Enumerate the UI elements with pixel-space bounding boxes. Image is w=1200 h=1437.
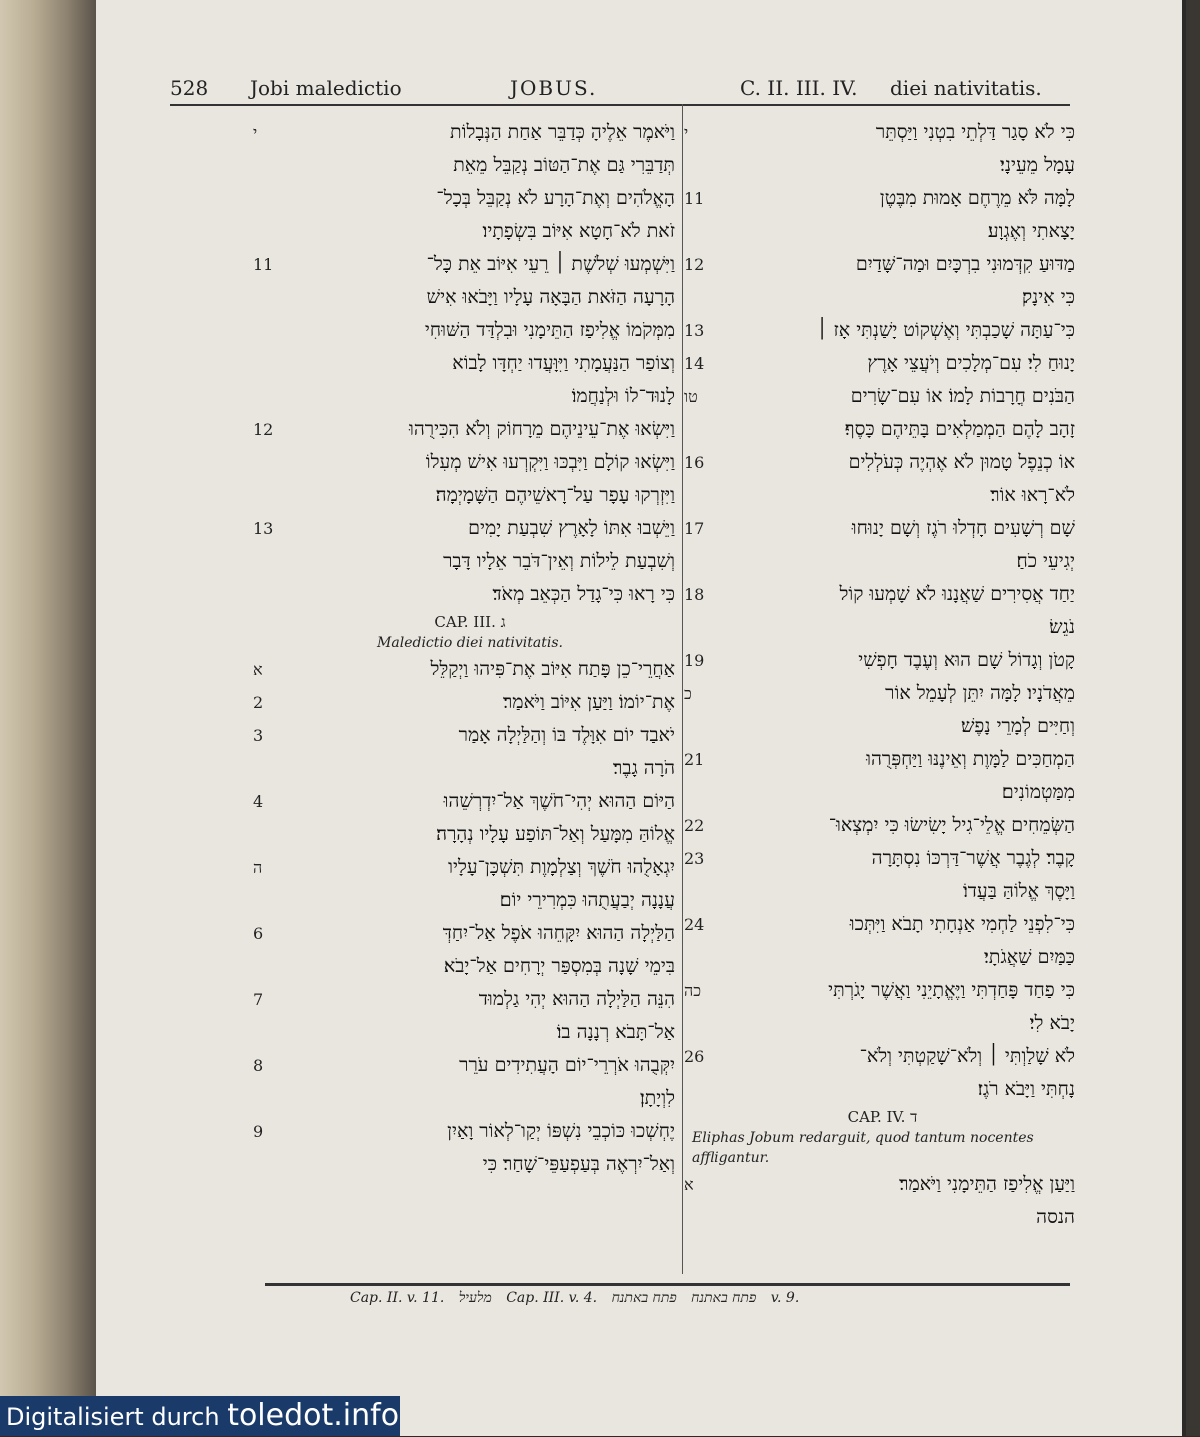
masoretic-footnotes <box>350 1290 890 1314</box>
verse-line <box>265 818 675 851</box>
verse-line <box>684 380 1075 413</box>
verse-line <box>253 248 675 281</box>
verse-text: יִגְאָלֻהוּ חֹשֶׁךְ וְצַלְמָוֶת תִּשְׁכָּן־עָלָיו <box>448 856 675 878</box>
verse-line <box>690 776 1075 809</box>
verse-text: עֲנָנָה יְבַעֲתֻהוּ כִּמְרִירֵי יוֹם׃ <box>499 889 675 911</box>
verse-text: כַּמַּיִם שַׁאֲגֹתָי׃ <box>983 946 1075 968</box>
footnote-ref-1: Cap. II. v. 11. <box>350 1290 445 1306</box>
verse-text: לֹא־רָאוּ אוֹר׃ <box>990 484 1075 506</box>
verse-text: הֹרָה גָבֶר׃ <box>613 757 675 779</box>
verse-text: וַיִּשְׁמְעוּ שְׁלֹשֶׁת ׀ רֵעֵי אִיּוֹב אֵת כָּל־ <box>426 253 675 275</box>
verse-line <box>684 677 1075 710</box>
verse-line <box>690 1073 1075 1106</box>
verse-number: 13 <box>253 519 274 538</box>
verse-text: יָבֹא לִי׃ <box>1029 1012 1075 1034</box>
verse-line <box>265 149 675 182</box>
footer-rule <box>265 1283 1070 1286</box>
verse-line <box>265 182 675 215</box>
verse-text: הַמְחַכִּים לַמָּוֶת וְאֵינֶנּוּ וַיַּחְפְּרֻהוּ <box>866 748 1075 770</box>
verse-line <box>690 545 1075 578</box>
verse-line <box>253 719 675 752</box>
verse-line <box>253 653 675 686</box>
header-rule <box>170 104 1070 106</box>
verse-line <box>265 578 675 611</box>
chapter-summary: Eliphas Jobum redarguit, quod tantum nocentes <box>692 1130 1034 1146</box>
footnote-ref-3: v. 9. <box>770 1290 800 1306</box>
verse-text: אַחֲרֵי־כֵן פָּתַח אִיּוֹב אֶת־פִּיהוּ וַיְקַלֵּל <box>430 658 675 680</box>
verse-line <box>265 752 675 785</box>
verse-text: הָרָעָה הַזֹּאת הַבָּאָה עָלָיו וַיָּבֹאוּ אִישׁ <box>426 286 675 308</box>
verse-text: אֶת־יוֹמוֹ׃ וַיַּעַן אִיּוֹב וַיֹּאמַר׃ <box>502 691 675 713</box>
verse-number: 19 <box>684 651 705 670</box>
verse-number: 12 <box>684 255 705 274</box>
verse-line <box>690 941 1075 974</box>
verse-text: נֹגֵשׂ׃ <box>1049 616 1075 638</box>
verse-text: וְאַל־יִרְאֶה בְּעַפְעַפֵּי־שָׁחַר׃ כִּי <box>482 1153 675 1175</box>
verse-number: 13 <box>684 321 705 340</box>
verse-line <box>265 215 675 248</box>
verse-line <box>265 884 675 917</box>
chapter-summary: Maledictio diei nativitatis. <box>377 635 563 651</box>
verse-text: אֱלוֹהַּ מִמָּעַל וְאַל־תּוֹפַע עָלָיו נְהָרָה׃ <box>436 823 675 845</box>
footnote-ref-2: Cap. III. v. 4. <box>506 1290 598 1306</box>
verse-line <box>684 248 1075 281</box>
verse-line <box>684 446 1075 479</box>
verse-line <box>684 1040 1075 1073</box>
verse-line <box>265 950 675 983</box>
verse-text: וַיַּעַן אֱלִיפַז הַתֵּימָנִי וַיֹּאמַר׃ <box>899 1173 1075 1195</box>
verse-text: כִּי פַחַד פָּחַדְתִּי וַיֶּאֱתָיֵנִי וַאֲשֶׁר יָגֹרְתִּי <box>828 979 1075 1001</box>
verse-line <box>684 512 1075 545</box>
verse-text: לֹא שָׁלַוְתִּי ׀ וְלֹא־שָׁקַטְתִּי וְלֹא־ <box>859 1045 1075 1067</box>
verse-line <box>684 314 1075 347</box>
verse-number: 7 <box>253 990 264 1009</box>
verse-number: 4 <box>253 792 264 811</box>
verse-text: אוֹ כְנֵפֶל טָמוּן לֹא אֶהְיֶה כְּעֹלְלִים <box>848 451 1075 473</box>
column-divider <box>682 104 683 1274</box>
verse-line <box>690 281 1075 314</box>
verse-text: לָנוּד־לוֹ וּלְנַחֲמוֹ׃ <box>571 385 675 407</box>
verse-text: וַיִּזְרְקוּ עָפָר עַל־רָאשֵׁיהֶם הַשָּׁמָיְמָה׃ <box>435 484 675 506</box>
verse-number: 2 <box>253 693 264 712</box>
verse-number: 12 <box>253 420 274 439</box>
verse-text: לָמָּה לֹּא מֵרֶחֶם אָמוּת מִבֶּטֶן <box>879 187 1075 209</box>
verse-text: הַבֹּנִים חֳרָבוֹת לָמוֹ׃ אוֹ עִם־שָׂרִים <box>850 385 1075 407</box>
verse-line <box>253 116 675 149</box>
verse-line <box>690 875 1075 908</box>
verse-line <box>690 149 1075 182</box>
verse-text: יֹאבַד יוֹם אִוָּלֶד בּוֹ וְהַלַּיְלָה אָמַר <box>458 724 675 746</box>
verse-line <box>684 578 1075 611</box>
verse-number: 14 <box>684 354 705 373</box>
verse-text: מִמַּטְמוֹנִים׃ <box>1001 781 1075 803</box>
verse-text: וְחַיִּים לְמָרֵי נָפֶשׁ׃ <box>960 715 1075 737</box>
verse-line <box>690 611 1075 644</box>
verse-line <box>253 413 675 446</box>
right-column <box>684 116 1075 1234</box>
verse-line <box>265 446 675 479</box>
right-running-title: diei nativitatis. <box>890 76 1042 100</box>
verse-text: כִּי רָאוּ כִּי־גָדַל הַכְּאֵב מְאֹד׃ <box>492 583 675 605</box>
footnote-note-1: מלעיל <box>458 1290 492 1306</box>
book-spine <box>0 0 96 1436</box>
verse-line <box>253 1049 675 1082</box>
verse-line <box>253 917 675 950</box>
verse-line <box>265 314 675 347</box>
verse-text: זֹאת לֹא־חָטָא אִיּוֹב בִּשְׂפָתָיו׃ <box>482 220 675 242</box>
verse-text: וְצוֹפַר הַנַּעֲמָתִי וַיִּוָּעֲדוּ יַחְדָּו לָבוֹא <box>452 352 675 374</box>
verse-number: י <box>684 123 689 142</box>
verse-text: יַחַד אֲסִירִים שַׁאֲנָנוּ לֹא שָׁמְעוּ קוֹל <box>839 583 1075 605</box>
verse-text: מֵאֲדֹנָיו׃ לָמָּה יִתֵּן לְעָמֵל אוֹר <box>885 682 1075 704</box>
verse-number: א <box>684 1175 694 1194</box>
verse-number: א <box>253 660 263 679</box>
verse-text: זָהָב לָהֶם הַמְמַלְאִים בָּתֵּיהֶם כָּסֶף׃ <box>844 418 1075 440</box>
verse-line <box>690 413 1075 446</box>
chapter-summary-continued: affligantur. <box>692 1150 770 1166</box>
verse-text: וַיִּשְׂאוּ קוֹלָם וַיִּבְכּוּ וַיִּקְרְעוּ אִישׁ מְעִלוֹ <box>425 451 675 473</box>
page-edge <box>1186 0 1200 1436</box>
verse-text: וַיֹּאמֶר אֵלֶיהָ כְּדַבֵּר אַחַת הַנְּבָלוֹת <box>450 121 675 143</box>
verse-number: 26 <box>684 1047 705 1066</box>
verse-text: בִּימֵי שָׁנָה בְּמִסְפַּר יְרָחִים אַל־יָבֹא׃ <box>443 955 675 977</box>
verse-line <box>265 281 675 314</box>
footnote-note-3: פתח באתנח <box>611 1290 677 1306</box>
verse-text: עָמָל מֵעֵינָי׃ <box>999 154 1075 176</box>
verse-text: וַיֵּשְׁבוּ אִתּוֹ לָאָרֶץ שִׁבְעַת יָמִים <box>468 517 675 539</box>
verse-number: 24 <box>684 915 705 934</box>
verse-number: 21 <box>684 750 705 769</box>
verse-text: וַיִּשְׂאוּ אֶת־עֵינֵיהֶם מֵרָחוֹק וְלֹא הִכִּירֻהוּ <box>409 418 675 440</box>
verse-line <box>253 785 675 818</box>
verse-text: מַדּוּעַ קִדְּמוּנִי בִרְכָּיִם וּמַה־שָּׁדַיִם <box>855 253 1075 275</box>
verse-text: יָנוּחַ לִי׃ עִם־מְלָכִים וְיֹעֲצֵי אָרֶץ <box>867 352 1075 374</box>
verse-text: אַל־תָּבֹא רְנָנָה בוֹ׃ <box>556 1021 675 1043</box>
verse-line <box>684 974 1075 1007</box>
page-number: 528 <box>170 76 209 100</box>
verse-text: הִנֵּה הַלַּיְלָה הַהוּא יְהִי גַלְמוּד <box>478 988 675 1010</box>
verse-number: 3 <box>253 726 264 745</box>
footnote-note-2: פתח באתנח <box>691 1290 757 1306</box>
verse-text: הַלַּיְלָה הַהוּא יִקָּחֵהוּ אֹפֶל אַל־יִחַדְּ <box>442 922 675 944</box>
digitization-watermark <box>0 1396 400 1436</box>
verse-text: תְּדַבֵּרִי גַּם אֶת־הַטּוֹב נְקַבֵּל מֵאֵת <box>453 154 675 176</box>
verse-line <box>253 1115 675 1148</box>
verse-text: הנסה <box>1036 1206 1075 1228</box>
verse-line <box>684 347 1075 380</box>
verse-number: 11 <box>684 189 705 208</box>
verse-number: 22 <box>684 816 705 835</box>
verse-line <box>684 644 1075 677</box>
left-running-title: Jobi maledictio <box>250 76 402 100</box>
verse-text: יְגִיעֵי כֹחַ׃ <box>1016 550 1075 572</box>
verse-line <box>690 710 1075 743</box>
verse-number: 6 <box>253 924 264 943</box>
verse-text: וְשִׁבְעַת לֵילוֹת וְאֵין־דֹּבֵר אֵלָיו דָּבָר <box>443 550 675 572</box>
verse-text: כִּי לֹא סָגַר דַּלְתֵי בִטְנִי וַיַּסְתֵּר <box>875 121 1075 143</box>
chapter-range: C. II. III. IV. <box>740 76 858 100</box>
verse-line <box>684 908 1075 941</box>
verse-line <box>690 1201 1075 1234</box>
verse-text: קָטֹן וְגָדוֹל שָׁם הוּא וְעֶבֶד חָפְשִׁי <box>858 649 1075 671</box>
verse-line <box>265 545 675 578</box>
verse-line <box>253 512 675 545</box>
verse-line <box>253 851 675 884</box>
verse-line <box>684 116 1075 149</box>
verse-number: 9 <box>253 1122 264 1141</box>
verse-number: ה <box>253 858 263 877</box>
verse-line <box>253 983 675 1016</box>
verse-number: כה <box>684 981 702 1000</box>
verse-line <box>265 1082 675 1115</box>
verse-line <box>684 743 1075 776</box>
verse-line <box>253 686 675 719</box>
verse-text: כִּי אִינָק׃ <box>1021 286 1075 308</box>
verse-line <box>265 380 675 413</box>
verse-text: יֶחְשְׁכוּ כּוֹכְבֵי נִשְׁפּוֹ יְקַו־לְאוֹר וָאַיִן <box>447 1120 675 1142</box>
watermark-brand: toledot.info <box>227 1398 400 1433</box>
verse-line <box>265 479 675 512</box>
verse-number: 23 <box>684 849 705 868</box>
verse-line <box>690 1007 1075 1040</box>
verse-text: שָׁם רְשָׁעִים חָדְלוּ רֹגֶז וְשָׁם יָנוּחוּ <box>851 517 1075 539</box>
verse-text: וַיָּסֶךְ אֱלוֹהַּ בַּעֲדוֹ׃ <box>962 880 1075 902</box>
verse-number: כ <box>684 684 692 703</box>
verse-number: 16 <box>684 453 705 472</box>
verse-text: נָחְתִּי וַיָּבֹא רֹגֶז׃ <box>977 1078 1075 1100</box>
verse-line <box>265 1148 675 1181</box>
verse-number: י <box>253 123 258 142</box>
verse-line <box>684 182 1075 215</box>
book-title: JOBUS. <box>510 76 598 100</box>
verse-line <box>684 1168 1075 1201</box>
verse-text: קָבֶר׃ לְגֶבֶר אֲשֶׁר־דַּרְכּוֹ נִסְתָּרָה <box>871 847 1075 869</box>
verse-text: הַיּוֹם הַהוּא יְהִי־חֹשֶׁךְ אַל־יִדְרְשֵׁהוּ <box>443 790 675 812</box>
verse-line <box>684 842 1075 875</box>
verse-line <box>265 1016 675 1049</box>
verse-text: הָאֱלֹהִים וְאֶת־הָרָע לֹא נְקַבֵּל בְּכָל־ <box>436 187 675 209</box>
verse-line <box>684 809 1075 842</box>
left-column <box>253 116 675 1181</box>
chapter-heading: CAP. IV. ד <box>847 1108 918 1126</box>
verse-text: יִקְּבֻהוּ אֹרְרֵי־יוֹם הָעֲתִידִים עֹרֵר <box>459 1054 675 1076</box>
verse-line <box>265 347 675 380</box>
verse-number: 18 <box>684 585 705 604</box>
verse-number: טו <box>684 387 698 406</box>
watermark-prefix: Digitalisiert durch <box>6 1403 220 1431</box>
verse-text: מִמְּקֹמוֹ אֱלִיפַז הַתֵּימָנִי וּבִלְדַּד הַשּׁוּחִי <box>424 319 675 341</box>
verse-text: לִוְיָתָן׃ <box>639 1087 675 1109</box>
verse-number: 17 <box>684 519 705 538</box>
verse-line <box>690 479 1075 512</box>
verse-text: יָצָאתִי וְאֶגְוָע׃ <box>987 220 1075 242</box>
verse-line <box>690 215 1075 248</box>
verse-text: הַשְּׂמֵחִים אֱלֵי־גִיל יָשִׂישׂוּ כִּי יִמְצְאוּ־ <box>828 814 1075 836</box>
verse-text: כִּי־לִפְנֵי לַחְמִי אַנְחָתִי תָבֹא וַיִּתְּכוּ <box>849 913 1075 935</box>
verse-text: כִּי־עַתָּה שָׁכַבְתִּי וְאֶשְׁקוֹט יָשַׁנְתִּי אָז ׀ <box>816 319 1075 341</box>
verse-number: 11 <box>253 255 274 274</box>
chapter-heading: CAP. III. ג <box>434 613 506 631</box>
verse-number: 8 <box>253 1056 264 1075</box>
